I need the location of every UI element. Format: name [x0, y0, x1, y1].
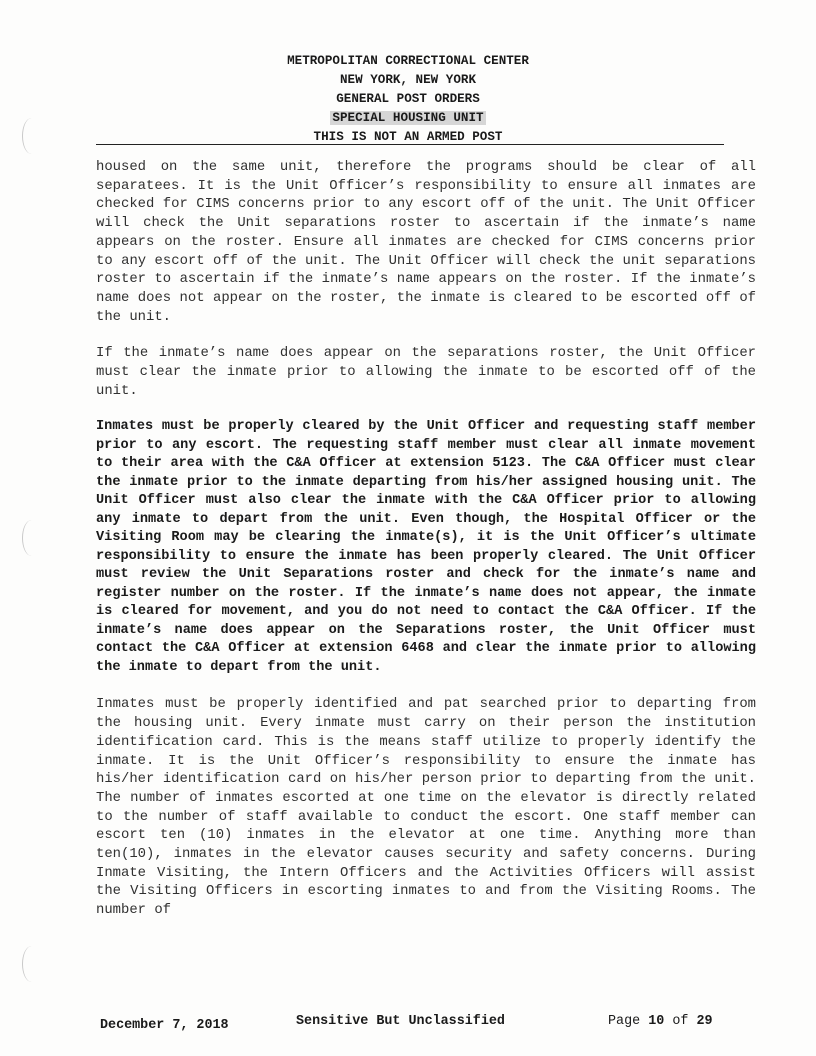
paragraph-identification: Inmates must be properly identified and pat searched prior to departing from the housing unit. Every inmate must carry on their person the institution identification card. This is the means staff utilize to properly identify the inmate. It is the Unit Officer’s responsibility to ensure the inmate has his/her identification card on his/her person prior to departing from the unit. The number of inmates escorted at one time on the elevator is directly related to the number of staff available to conduct the escort. One staff member can escort ten (10) inmates in the elevator at one time. Anything more than ten(10), inmates in the elevator causes security and safety concerns. During Inmate Visiting, the Intern Officers and the Activities Officers will assist the Visiting Officers in escorting inmates to and from the Visiting Rooms. The number of [96, 696, 756, 919]
binder-hole-mark [22, 520, 41, 556]
header-post-status: THIS IS NOT AN ARMED POST [313, 130, 503, 144]
paragraph-clearance-procedure: Inmates must be properly cleared by the Unit Officer and requesting staff member prior to any escort. The requesting staff member must clear all inmate movement to their area with the C&A Officer at extension 5123. The C&A Officer must clear the inmate prior to the inmate departing from his/her assigned housing unit. The Unit Officer must also clear the inmate with the C&A Officer prior to allowing any inmate to depart from the unit. Even though, the Hospital Officer or the Visiting Room may be clearing the inmate(s), it is the Unit Officer’s ultimate responsibility to ensure the inmate has been properly cleared. The Unit Officer must review the Unit Separations roster and check for the inmate’s name and register number on the roster. If the inmate’s name does not appear, the inmate is cleared for movement, and you do not need to contact the C&A Officer. If the inmate’s name does appear on the Separations roster, the Unit Officer must contact the C&A Officer at extension 6468 and clear the inmate prior to allowing the inmate to depart from the unit. [96, 419, 756, 675]
binder-hole-mark [22, 946, 41, 982]
header-divider [96, 144, 724, 145]
footer-page-number: Page 10 of 29 [608, 1014, 713, 1029]
header-document-type: GENERAL POST ORDERS [336, 92, 480, 106]
footer-classification: Sensitive But Unclassified [296, 1014, 505, 1029]
document-header [0, 52, 816, 147]
header-unit: SPECIAL HOUSING UNIT [332, 111, 484, 125]
document-body [96, 158, 756, 938]
footer-date: December 7, 2018 [100, 1018, 229, 1033]
header-location: NEW YORK, NEW YORK [339, 73, 477, 87]
paragraph-separations-roster: If the inmate’s name does appear on the separations roster, the Unit Officer must clear the inmate prior to allowing the inmate to be escorted off of the unit. [96, 345, 756, 399]
header-institution: METROPOLITAN CORRECTIONAL CENTER [287, 54, 529, 68]
paragraph-separatees: housed on the same unit, therefore the programs should be clear of all separatees. It is the Unit Officer’s responsibility to ensure all inmates are checked for CIMS concerns prior to any escort off of the unit. The Unit Officer will check the Unit separations roster to ascertain if the inmate’s name appears on the roster. Ensure all inmates are checked for CIMS concerns prior to any escort off of the unit. The Unit Officer will check the unit separations roster to ascertain if the inmate’s name appears on the roster. If the inmate’s name does not appear on the roster, the inmate is cleared to be escorted off of the unit. [96, 159, 756, 325]
